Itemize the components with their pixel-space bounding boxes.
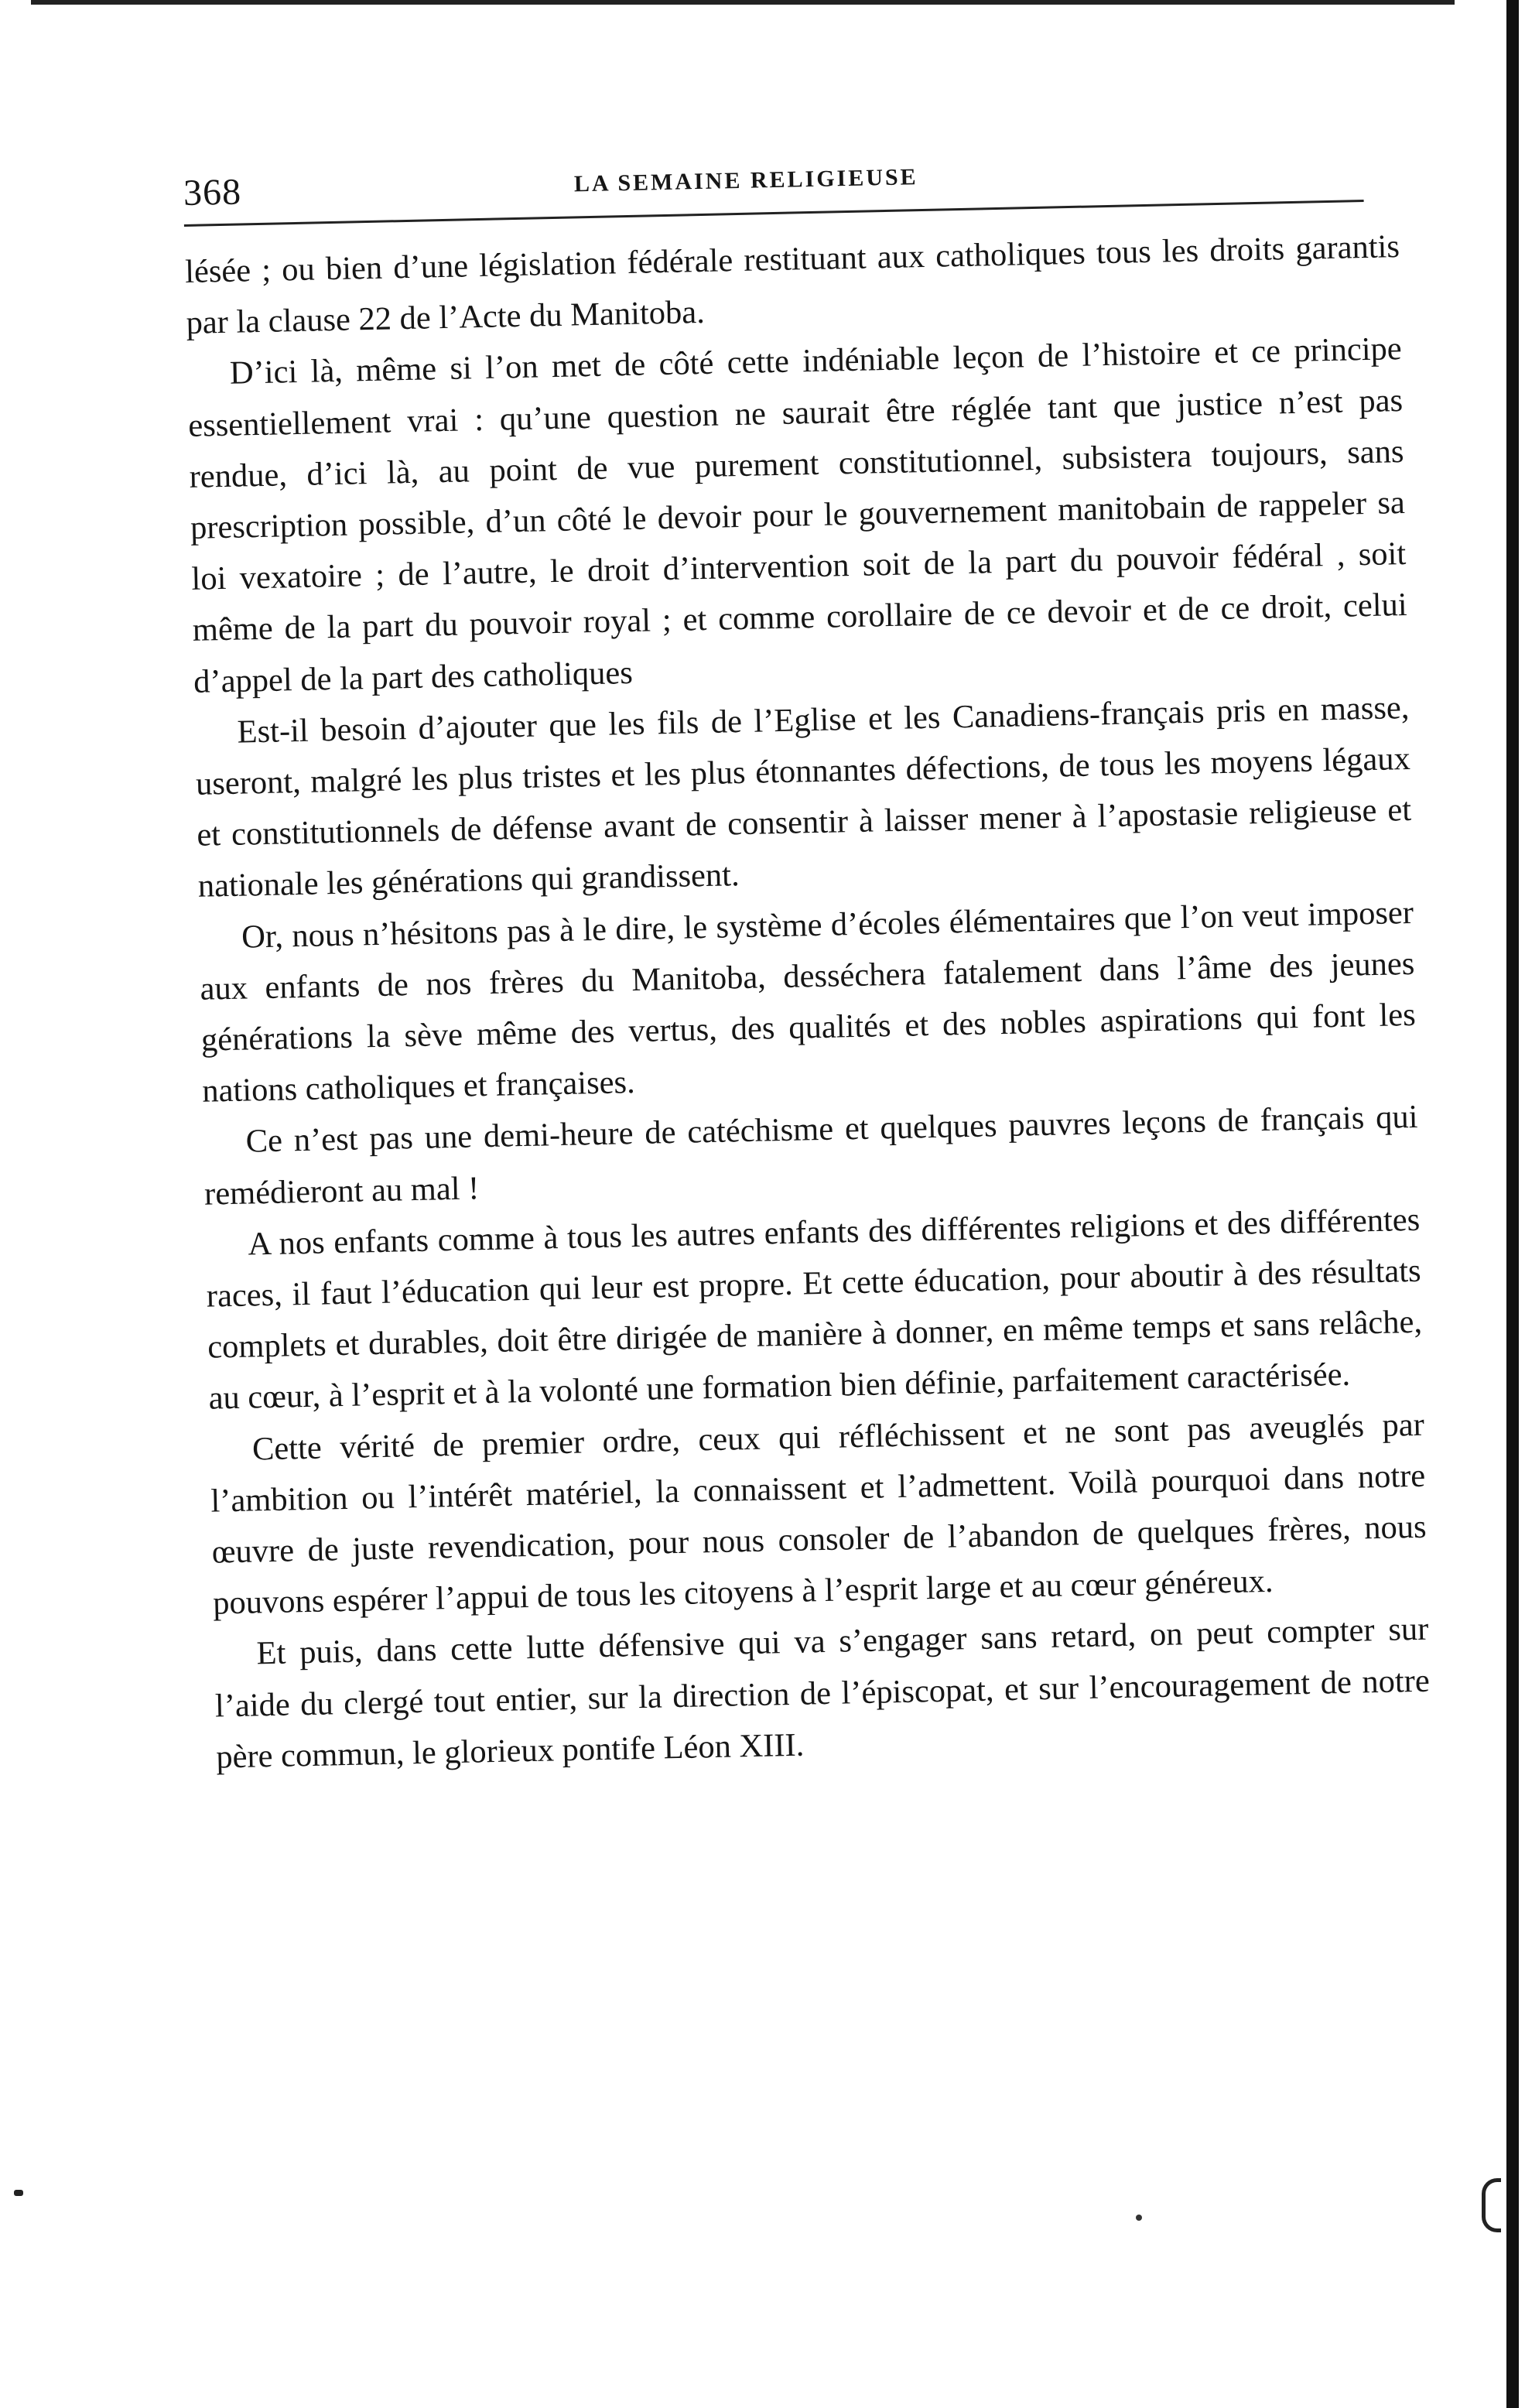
paragraph-continued: lésée ; ou bien d’une législation fédérale restituant aux catholiques tous les droits garantis par la clause 22 de l’Acte du Manitoba. xyxy=(184,228,1400,342)
paragraph: A nos enfants comme à tous les autres enfants des différentes religions et des différentes races, il faut l’éducation qui leur est propre. Et cette éducation, pour aboutir à des résultats complets et durables, doit être dirigée de manière à donner, en même temps et sans relâche, au cœur, à l’esprit et à la volonté une formation bien définie, parfaitement caractérisée. xyxy=(206,1201,1423,1418)
scan-speck xyxy=(14,2190,23,2196)
scan-speck xyxy=(1136,2215,1142,2221)
page-top-edge xyxy=(31,0,1455,5)
running-title: LA SEMAINE RELIGIEUSE xyxy=(573,164,918,197)
running-head xyxy=(183,129,1399,224)
paragraph: Est-il besoin d’ajouter que les fils de l’Eglise et les Canadiens-français pris en masse, useront, malgré les plus tristes et les plus étonnantes défections, de tous les moyens légaux et constitutionnels de défense avant de consentir à laisser mener à l’apostasie religieuse et nationale les générations qui grandissent. xyxy=(195,689,1412,905)
paragraph: Ce n’est pas une demi-heure de catéchisme et quelques pauvres leçons de français qui remédieront au mal ! xyxy=(203,1099,1418,1213)
page-number: 368 xyxy=(183,171,242,214)
paragraph: D’ici là, même si l’on met de côté cette indéniable leçon de l’histoire et ce principe essentiellement vrai : qu’une question ne saurait être réglée tant que justice n’est pas rendue, d’ici là, au point de vue purement constitutionnel, subsistera toujours, sans prescription possible, d’un côté le devoir pour le gouvernement manitobain de rappeler sa loi vexatoire ; de l’autre, le droit d’intervention soit de la part du pouvoir fédéral , soit même de la part du pouvoir royal ; et comme corollaire de ce devoir et de ce droit, celui d’appel de la part des catholiques xyxy=(187,330,1408,700)
paragraph: Or, nous n’hésitons pas à le dire, le système d’écoles élémentaires que l’on veut imposer aux enfants de nos frères du Manitoba, desséchera fatalement dans l’âme des jeunes générations la sève même des vertus, des qualités et des nobles aspirations qui font les nations catholiques et françaises. xyxy=(200,894,1417,1110)
paragraph: Et puis, dans cette lutte défensive qui va s’engager sans retard, on peut compter sur l’aide du clergé tout entier, sur la direction de l’épiscopat, et sur l’encouragement de notre père commun, le glorieux pontife Léon XIII. xyxy=(214,1611,1431,1776)
binding-clip-mark xyxy=(1482,2178,1501,2232)
paragraph: Cette vérité de premier ordre, ceux qui réfléchissent et ne sont pas aveuglés par l’ambition ou l’intérêt matériel, la connaissent et l’admettent. Voilà pourquoi dans notre œuvre de juste revendication, pour nous consoler de l’abandon de quelques frères, nous pouvons espérer l’appui de tous les citoyens à l’esprit large et au cœur généreux. xyxy=(210,1406,1427,1622)
book-page xyxy=(183,129,1441,2259)
scan-right-edge xyxy=(1506,0,1519,2408)
body-text xyxy=(184,221,1431,1784)
